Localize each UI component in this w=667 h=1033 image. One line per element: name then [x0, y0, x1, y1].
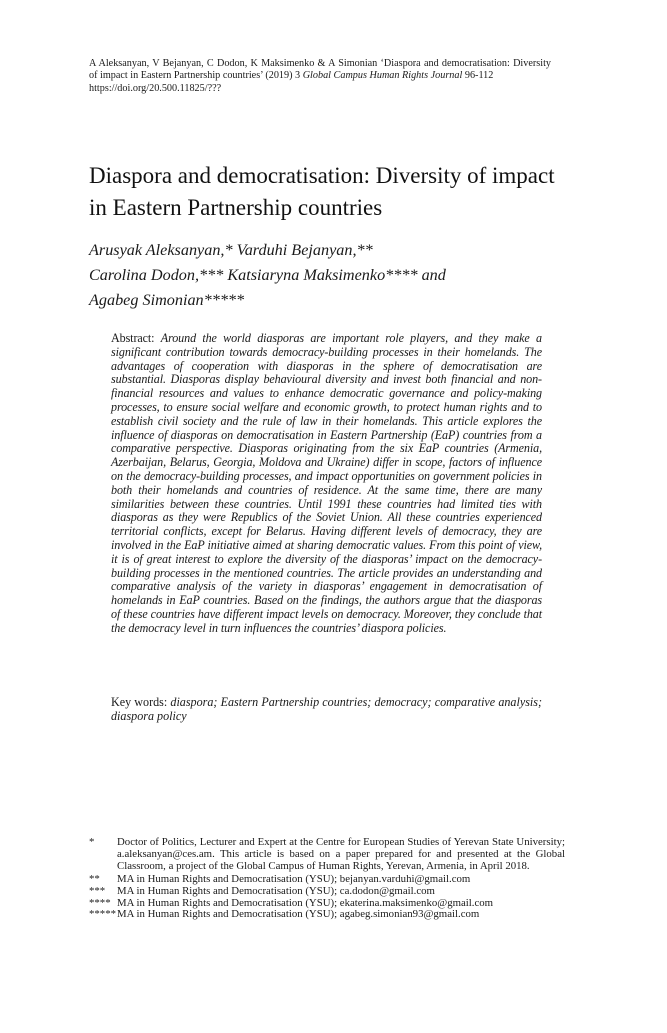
citation-text: A Aleksanyan, V Bejanyan, C Dodon, K Maksimenko & A Simonian ‘Diaspora and democratisation: Diversity of impact in Eastern Partnership countries’ (2019) 3 — [89, 58, 551, 82]
keywords — [111, 695, 542, 723]
author-line-1: Arusyak Aleksanyan,* Varduhi Bejanyan,** — [89, 241, 373, 259]
abstract-text: Around the world diasporas are important role players, and they make a significant contribution towards democracy-building processes in their homelands. The advantages of cooperation with diasporas in the sphere of democratisation are substantial. Diasporas display behavioural diversity and invest both financial and non-financial resources and values to enhance democratic governance and policy-making processes, to ensure social welfare and economic growth, to protect human rights and to establish civil society and the rule of law in their homelands. This article explores the influence of diasporas on democratisation in Eastern Partnership (EaP) countries from a comparative perspective. Diasporas originating from the six EaP countries (Armenia, Azerbaijan, Belarus, Georgia, Moldova and Ukraine) differ in scope, factors of influence on the democracy-building processes, and impact opportunities on government policies in both their homelands and countries of residence. At the same time, there are many similarities between these countries. Until 1991 these countries had limited ties with diasporas as they were Republics of the Soviet Union. All these countries experienced territorial conflicts, except for Belarus. Having different levels of democracy, they are involved in the EaP initiative aimed at sharing democratic values. From this point of view, it is of great interest to explore the diversity of the diasporas’ impact on the democracy-building processes in the mentioned countries. The article provides an understanding and comparative analysis of the variety in diasporas’ engagement in democratisation of homelands in EaP countries. Based on the findings, the authors argue that the diasporas of these countries have different impact levels on democracy. Moreover, they conclude that the democracy level in turn influences the countries’ diaspora policies. — [111, 331, 542, 635]
footnote-text: MA in Human Rights and Democratisation (YSU); ekaterina.maksimenko@gmail.com — [117, 896, 494, 909]
author-line-2: Carolina Dodon,*** Katsiaryna Maksimenko**** and — [89, 266, 446, 284]
keywords-text: diaspora; Eastern Partnership countries; democracy; comparative analysis; diaspora policy — [111, 695, 542, 723]
footnote — [89, 837, 565, 873]
footnote-text: MA in Human Rights and Democratisation (YSU); bejanyan.varduhi@gmail.com — [117, 872, 471, 885]
doi-link[interactable]: https://doi.org/20.500.11825/??? — [89, 82, 222, 94]
footnote-text: Doctor of Politics, Lecturer and Expert at the Centre for European Studies of Yerevan State University; a.aleksanyan@ces.am. This article is based on a paper prepared for and presented at the Global Classroom, a project of the Global Campus of Human Rights, Yerevan, Armenia, in April 2018. — [117, 836, 565, 872]
footnote-marker: ***** — [89, 908, 116, 921]
footnote-marker: * — [89, 836, 95, 848]
citation-header — [89, 58, 551, 95]
footnote-marker: ** — [89, 872, 100, 885]
footnote-marker: *** — [89, 884, 106, 897]
footnote-text: MA in Human Rights and Democratisation (YSU); agabeg.simonian93@gmail.com — [117, 908, 480, 921]
footnote-marker: **** — [89, 896, 111, 909]
footnote — [89, 909, 565, 921]
keywords-label: Key words: — [111, 695, 168, 709]
journal-name: Global Campus Human Rights Journal — [302, 70, 463, 82]
footnote-text: MA in Human Rights and Democratisation (YSU); ca.dodon@gmail.com — [117, 884, 435, 897]
abstract-label: Abstract: — [111, 331, 155, 345]
author-list — [89, 238, 559, 313]
footnotes — [89, 837, 565, 921]
footnote — [89, 874, 565, 886]
article-title: Diaspora and democratisation: Diversity of impact in Eastern Partnership countries — [89, 163, 555, 220]
citation-pages: 96-112 — [462, 70, 494, 82]
abstract — [111, 332, 542, 636]
footnote — [89, 886, 565, 898]
author-line-3: Agabeg Simonian***** — [89, 291, 245, 309]
